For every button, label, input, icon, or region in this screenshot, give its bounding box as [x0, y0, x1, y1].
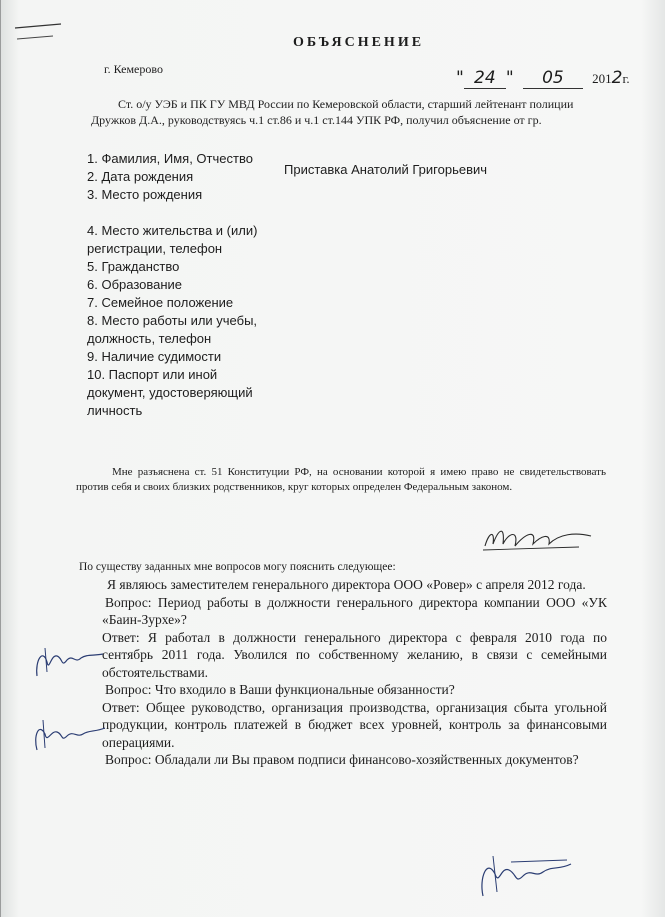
document-date: [456, 68, 630, 89]
field-fio-label: 1. Фамилия, Имя, Отчество: [87, 151, 253, 166]
field-birthplace-label: 3. Место рождения: [87, 187, 203, 202]
question-1: Вопрос: Период работы в должности генерального директора компании ООО «УК «Баин-Зурхе»?: [102, 594, 607, 627]
personal-data-fields: [87, 150, 262, 420]
date-close-quote: ": [505, 68, 514, 88]
explanation-intro: По существу заданных мне вопросов могу пояснить следующее:: [79, 561, 396, 573]
field-marital-label: 7. Семейное положение: [87, 295, 234, 310]
question-2: Вопрос: Что входило в Ваши функциональные обязанности?: [105, 682, 455, 697]
statement-paragraph: Я являюсь заместителем генерального директора ООО «Ровер» с апреля 2012 года.: [107, 577, 586, 592]
explanation-body: [77, 576, 607, 769]
city-label: г. Кемерово: [104, 62, 163, 76]
answer-1: Ответ: Я работал в должности генерального директора с февраля 2010 года по сентябрь 2011 года. Уволился по собственному желанию, в связи с семейными обстоятельствами.: [102, 629, 607, 680]
fio-value: Приставка Анатолий Григорьевич: [284, 162, 488, 177]
margin-signature-2: [29, 716, 109, 756]
date-day: 24: [464, 68, 506, 89]
document-title: ОБЪЯСНЕНИЕ: [293, 35, 425, 50]
question-3: Вопрос: Обладали ли Вы правом подписи финансово-хозяйственных документов?: [105, 752, 579, 767]
date-month: 05: [523, 68, 583, 89]
margin-signature-1: [29, 642, 109, 682]
signature-rights: [479, 522, 597, 554]
corner-pen-mark: [13, 22, 73, 52]
rights-notice: Мне разъяснена ст. 51 Конституции РФ, на основании которой я имею право не свидетельствовать против себя и своих близких родственников, круг которых определен Федеральным законом.: [76, 466, 606, 493]
answer-2: Ответ: Общее руководство, организация производства, организация сбыта угольной продукции, контроль платежей в бюджет всех уровней, контроль за финансовыми операциями.: [102, 699, 607, 750]
field-passport-label: 10. Паспорт или иной документ, удостоверяющий личность: [87, 367, 253, 418]
date-year-prefix: 201: [592, 71, 612, 86]
field-criminal-record-label: 9. Наличие судимости: [87, 349, 222, 364]
field-citizenship-label: 5. Гражданство: [87, 259, 180, 274]
field-birthdate-label: 2. Дата рождения: [87, 169, 194, 184]
field-workplace-label: 8. Место работы или учебы, должность, телефон: [87, 313, 258, 346]
field-residence-label: 4. Место жительства и (или) регистрации, телефон: [87, 223, 258, 256]
date-year-suffix: 2: [611, 68, 623, 88]
date-open-quote: ": [456, 68, 464, 88]
date-year-unit: г.: [622, 71, 630, 86]
field-education-label: 6. Образование: [87, 277, 183, 292]
intro-paragraph: Ст. о/у УЭБ и ПК ГУ МВД России по Кемеровской области, старший лейтенант полиции Дружков Д.А., руководствуясь ч.1 ст.86 и ч.1 ст.144 УПК РФ, получил объяснение от гр.: [91, 97, 574, 127]
bottom-signature: [471, 852, 581, 900]
